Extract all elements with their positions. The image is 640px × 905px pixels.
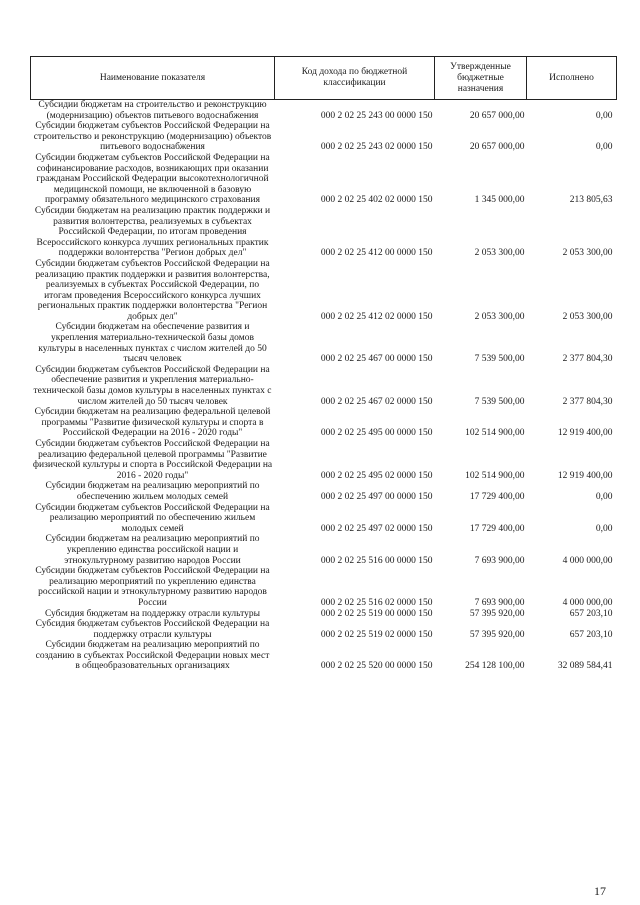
row-code: 000 2 02 25 497 00 0000 150 xyxy=(320,491,433,502)
row-approved: 20 657 000,00 xyxy=(469,142,525,153)
table-row xyxy=(31,100,617,122)
row-name: Субсидии бюджетам на реализацию мероприятий по обеспечению жильем молодых семей xyxy=(45,481,260,502)
row-approved: 20 657 000,00 xyxy=(469,110,525,121)
table-row xyxy=(31,407,617,439)
row-code: 000 2 02 25 497 02 0000 150 xyxy=(320,523,433,534)
row-code: 000 2 02 25 516 02 0000 150 xyxy=(320,597,433,608)
row-name: Субсидии бюджетам субъектов Российской Федерации на реализацию мероприятий по укреплению единства российской нации и этнокультурному развитию народов России xyxy=(35,566,270,608)
row-executed: 0,00 xyxy=(595,142,613,153)
row-code: 000 2 02 25 467 00 0000 150 xyxy=(320,354,433,365)
row-approved: 2 053 300,00 xyxy=(474,311,525,322)
table-row xyxy=(31,503,617,535)
row-approved: 57 395 920,00 xyxy=(469,629,525,640)
row-name: Субсидия бюджетам на поддержку отрасли культуры xyxy=(44,608,261,619)
table-row xyxy=(31,153,617,206)
row-name: Субсидии бюджетам на реализацию федеральной целевой программы "Развитие физической культуры и спорта в Российской Федерации на 2016 - 2020 годы" xyxy=(34,407,271,439)
row-name: Субсидии бюджетам субъектов Российской Федерации на строительство и реконструкцию (модернизацию) объектов питьевого водоснабжения xyxy=(33,121,272,153)
table-row xyxy=(31,481,617,502)
row-code: 000 2 02 25 516 00 0000 150 xyxy=(320,555,433,566)
row-approved: 57 395 920,00 xyxy=(469,608,525,619)
row-approved: 102 514 900,00 xyxy=(465,428,525,439)
row-approved: 7 539 500,00 xyxy=(474,354,525,365)
row-name: Субсидии бюджетам на реализацию мероприятий по созданию в субъектах Российской Федерации новых мест в общеобразовательных организациях xyxy=(35,640,270,672)
table-header-row xyxy=(31,57,617,100)
row-code: 000 2 02 25 243 02 0000 150 xyxy=(320,142,433,153)
header-code: Код дохода по бюджетной классификации xyxy=(275,57,435,100)
row-code: 000 2 02 25 243 00 0000 150 xyxy=(320,110,433,121)
row-code: 000 2 02 25 495 00 0000 150 xyxy=(320,428,433,439)
row-code: 000 2 02 25 519 00 0000 150 xyxy=(320,608,433,619)
header-approved: Утвержденные бюджетные назначения xyxy=(435,57,527,100)
row-approved: 102 514 900,00 xyxy=(465,470,525,481)
row-executed: 32 089 584,41 xyxy=(557,661,613,672)
row-name: Субсидии бюджетам на строительство и реконструкцию (модернизацию) объектов питьевого водоснабжения xyxy=(38,100,267,121)
table-row xyxy=(31,566,617,608)
header-executed: Исполнено xyxy=(527,57,617,100)
row-name: Субсидия бюджетам субъектов Российской Федерации на поддержку отрасли культуры xyxy=(35,619,270,640)
table-row xyxy=(31,609,617,620)
table-row xyxy=(31,322,617,364)
table-row xyxy=(31,534,617,566)
row-name: Субсидии бюджетам субъектов Российской Федерации на обеспечение развития и укрепления материально-технической базы домов культуры в населенных пунктах с числом жителей до 50 тысяч человек xyxy=(33,364,272,407)
row-name: Субсидии бюджетам на обеспечение развития и укрепления материально-технической базы домов культуры в населенных пунктах с числом жителей до 50 тысяч человек xyxy=(38,322,267,365)
row-approved: 7 693 900,00 xyxy=(474,597,525,608)
row-name: Субсидии бюджетам субъектов Российской Федерации на софинансирование расходов, возникающих при оказании гражданам Российской Федерации высокотехнологичной медицинской помощи, не включенной в базовую программу обязательного медицинского страхования xyxy=(35,152,270,206)
table-row xyxy=(31,206,617,259)
row-code: 000 2 02 25 495 02 0000 150 xyxy=(320,470,433,481)
table-body xyxy=(31,100,617,673)
table-row xyxy=(31,439,617,481)
row-code: 000 2 02 25 519 02 0000 150 xyxy=(320,629,433,640)
row-executed: 213 805,63 xyxy=(569,195,613,206)
page-number: 17 xyxy=(594,884,606,898)
row-executed: 0,00 xyxy=(595,491,613,502)
row-executed: 4 000 000,00 xyxy=(562,555,613,566)
row-name: Субсидии бюджетам субъектов Российской Федерации на реализацию мероприятий по обеспечению жильем молодых семей xyxy=(35,502,270,534)
row-executed: 2 053 300,00 xyxy=(562,248,613,259)
row-executed: 2 377 804,30 xyxy=(562,354,613,365)
row-executed: 657 203,10 xyxy=(569,629,613,640)
row-code: 000 2 02 25 412 00 0000 150 xyxy=(320,248,433,259)
row-executed: 12 919 400,00 xyxy=(557,470,613,481)
row-approved: 17 729 400,00 xyxy=(469,523,525,534)
row-code: 000 2 02 25 402 02 0000 150 xyxy=(320,195,433,206)
row-approved: 2 053 300,00 xyxy=(474,248,525,259)
row-executed: 0,00 xyxy=(595,523,613,534)
table-row xyxy=(31,259,617,323)
row-approved: 254 128 100,00 xyxy=(465,661,525,672)
row-executed: 4 000 000,00 xyxy=(562,597,613,608)
row-approved: 17 729 400,00 xyxy=(469,491,525,502)
row-code: 000 2 02 25 520 00 0000 150 xyxy=(320,661,433,672)
row-executed: 2 377 804,30 xyxy=(562,396,613,407)
row-code: 000 2 02 25 412 02 0000 150 xyxy=(320,311,433,322)
row-name: Субсидии бюджетам на реализацию практик поддержки и развития волонтерства, реализуемых в субъектах Российской Федерации, по итогам проведения Всероссийского конкурса лучших региональных практик поддержки волонтерства "Регион добрых дел" xyxy=(34,205,271,259)
row-approved: 7 693 900,00 xyxy=(474,555,525,566)
row-executed: 657 203,10 xyxy=(569,608,613,619)
table-row xyxy=(31,365,617,407)
table-row xyxy=(31,640,617,672)
row-name: Субсидии бюджетам субъектов Российской Федерации на реализацию практик поддержки и развития волонтерства, реализуемых в субъектах Российской Федерации, по итогам проведения Всероссийского конкурса лучших региональных практик поддержки волонтерства "Регион добрых дел" xyxy=(35,258,270,322)
row-code: 000 2 02 25 467 02 0000 150 xyxy=(320,396,433,407)
budget-execution-table xyxy=(30,56,617,672)
table-row xyxy=(31,121,617,153)
row-executed: 0,00 xyxy=(595,110,613,121)
row-executed: 12 919 400,00 xyxy=(557,428,613,439)
row-executed: 2 053 300,00 xyxy=(562,311,613,322)
table-row xyxy=(31,619,617,640)
row-name: Субсидии бюджетам субъектов Российской Федерации на реализацию федеральной целевой программы "Развитие физической культуры и спорта в Российской Федерации на 2016 - 2020 годы" xyxy=(32,439,273,481)
row-approved: 7 539 500,00 xyxy=(474,396,525,407)
row-name: Субсидии бюджетам на реализацию мероприятий по укреплению единства российской нации и этнокультурному развитию народов России xyxy=(45,534,260,566)
header-name: Наименование показателя xyxy=(31,57,275,100)
row-approved: 1 345 000,00 xyxy=(474,195,525,206)
